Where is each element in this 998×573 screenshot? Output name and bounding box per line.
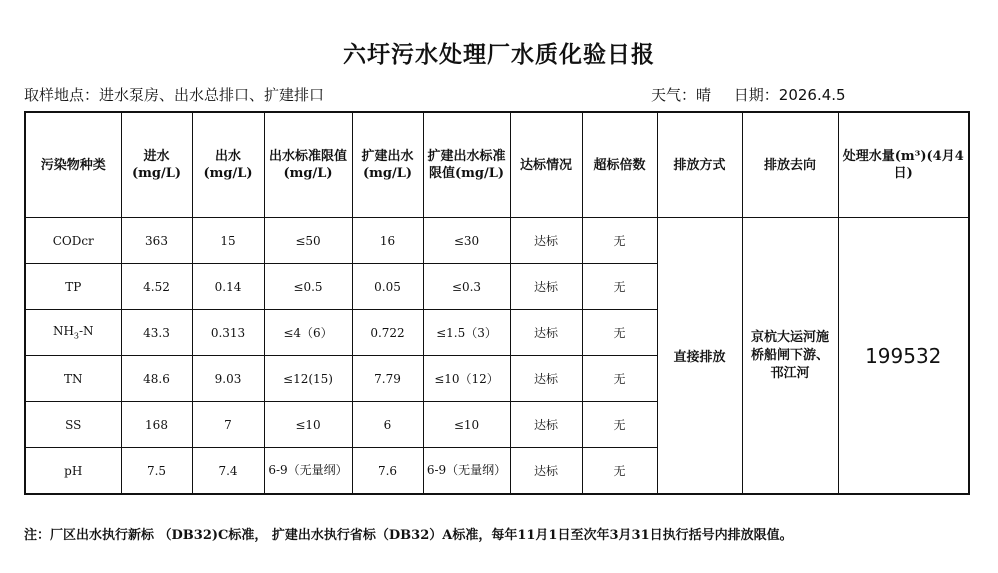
weather-date <box>651 84 864 105</box>
pollutant-name-main: NH <box>52 324 74 339</box>
pollutant-name <box>25 310 121 356</box>
table-row <box>25 218 969 264</box>
sampling-location: 取样地点：进水泵房、出水总排口、扩建排口 <box>24 86 325 104</box>
inflow-value: 48.6 <box>121 356 192 402</box>
ext-limit-value: 6-9（无量纲） <box>423 448 510 495</box>
outflow-value: 7.4 <box>192 448 264 495</box>
outflow-value: 9.03 <box>192 356 264 402</box>
date-text: 日期：2026.4.5 <box>733 86 846 104</box>
pollutant-name: pH <box>25 448 121 495</box>
pollutant-name: TN <box>25 356 121 402</box>
header-status: 达标情况 <box>510 112 582 218</box>
header-pollutant: 污染物种类 <box>25 112 121 218</box>
limit-value: ≤50 <box>264 218 352 264</box>
pollutant-name-tail: -N <box>79 324 94 339</box>
ext-out-value: 6 <box>352 402 423 448</box>
water-quality-table <box>24 111 970 495</box>
ext-limit-value: ≤1.5（3） <box>423 310 510 356</box>
pollutant-name: CODcr <box>25 218 121 264</box>
ext-out-value: 0.05 <box>352 264 423 310</box>
ext-out-value: 16 <box>352 218 423 264</box>
header-exceed: 超标倍数 <box>582 112 657 218</box>
header-inflow: 进水(mg/L) <box>121 112 192 218</box>
status-value: 达标 <box>510 356 582 402</box>
header-method: 排放方式 <box>657 112 742 218</box>
header-limit: 出水标准限值(mg/L) <box>264 112 352 218</box>
limit-value: 6-9（无量纲） <box>264 448 352 495</box>
exceed-value: 无 <box>582 448 657 495</box>
header-ext-out: 扩建出水(mg/L) <box>352 112 423 218</box>
header-outflow: 出水(mg/L) <box>192 112 264 218</box>
ext-limit-value: ≤10（12） <box>423 356 510 402</box>
exceed-value: 无 <box>582 218 657 264</box>
exceed-value: 无 <box>582 264 657 310</box>
treated-volume: 199532 <box>838 218 969 495</box>
header-volume: 处理水量(m³)(4月4日) <box>838 112 969 218</box>
inflow-value: 43.3 <box>121 310 192 356</box>
inflow-value: 7.5 <box>121 448 192 495</box>
limit-value: ≤10 <box>264 402 352 448</box>
outflow-value: 15 <box>192 218 264 264</box>
ext-limit-value: ≤30 <box>423 218 510 264</box>
exceed-value: 无 <box>582 310 657 356</box>
pollutant-name-sub: 3 <box>73 331 79 341</box>
outflow-value: 0.313 <box>192 310 264 356</box>
outflow-value: 0.14 <box>192 264 264 310</box>
ext-limit-value: ≤0.3 <box>423 264 510 310</box>
pollutant-name: SS <box>25 402 121 448</box>
footnote: 注：厂区出水执行新标 （DB32)C标准， 扩建出水执行省标（DB32）A标准，每年11月1日至次年3月31日执行括号内排放限值。 <box>24 528 793 543</box>
limit-value: ≤12(15) <box>264 356 352 402</box>
ext-out-value: 0.722 <box>352 310 423 356</box>
inflow-value: 168 <box>121 402 192 448</box>
weather-text: 天气：晴 <box>651 86 712 104</box>
inflow-value: 4.52 <box>121 264 192 310</box>
exceed-value: 无 <box>582 356 657 402</box>
ext-limit-value: ≤10 <box>423 402 510 448</box>
inflow-value: 363 <box>121 218 192 264</box>
status-value: 达标 <box>510 402 582 448</box>
limit-value: ≤4（6） <box>264 310 352 356</box>
discharge-direction: 京杭大运河施桥船闸下游、邗江河 <box>742 218 838 495</box>
status-value: 达标 <box>510 264 582 310</box>
header-row <box>25 112 969 218</box>
status-value: 达标 <box>510 310 582 356</box>
discharge-method: 直接排放 <box>657 218 742 495</box>
status-value: 达标 <box>510 218 582 264</box>
status-value: 达标 <box>510 448 582 495</box>
pollutant-name: TP <box>25 264 121 310</box>
outflow-value: 7 <box>192 402 264 448</box>
header-direction: 排放去向 <box>742 112 838 218</box>
ext-out-value: 7.6 <box>352 448 423 495</box>
report-title: 六圩污水处理厂水质化验日报 <box>343 41 655 68</box>
exceed-value: 无 <box>582 402 657 448</box>
header-ext-limit: 扩建出水标准限值(mg/L) <box>423 112 510 218</box>
ext-out-value: 7.79 <box>352 356 423 402</box>
limit-value: ≤0.5 <box>264 264 352 310</box>
